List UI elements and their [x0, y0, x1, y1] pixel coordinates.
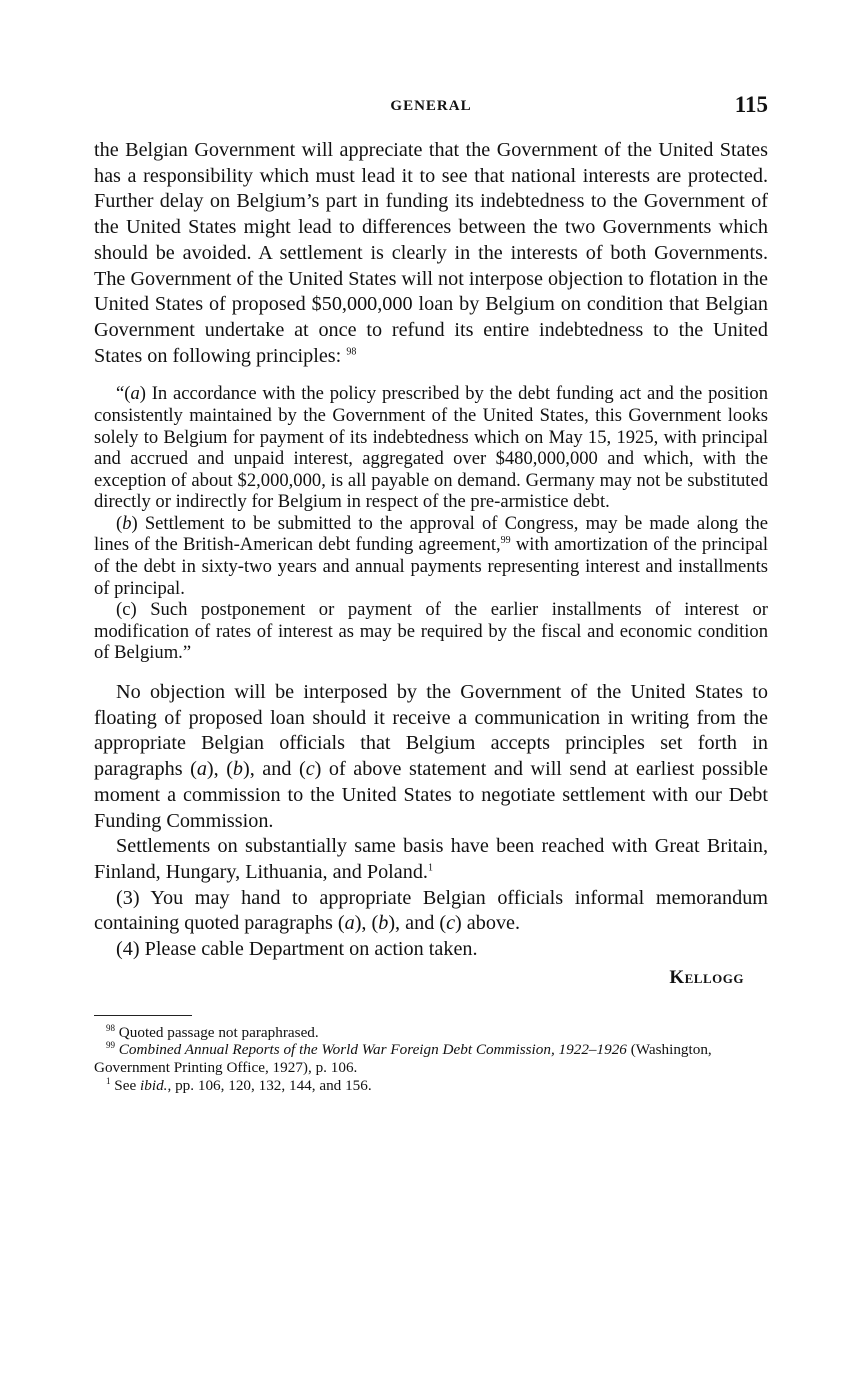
footnote-mark: 98 — [106, 1022, 115, 1033]
paragraph-settlements: Settlements on substantially same basis have been reached with Great Britain, Finland, Hungary, Lithuania, and Poland.$^1$ — [94, 835, 768, 883]
paragraph-text: the Belgian Government will appreciate that the Government of the United States has a responsibility which must lead it to see that national interests are protected. Further delay on Belgium’s part in funding its indebtedness to the Government of the United States might lead to differences between the two Governments which should be avoided. A settlement is clearly in the interests of both Governments. The Government of the United States will not interpose objection to flotation in the United States of proposed $50,000,000 loan by Belgium on condition that Belgian Government undertake at once to refund its entire indebtedness to the United States on following principles: — [94, 139, 768, 367]
footnote-ref-98: 98 — [346, 345, 357, 357]
paragraph-no-objection: No objection will be interposed by the Government of the United States to floating of proposed loan should it receive a communication in writing from the appropriate Belgian officials that Belgium accepts principles set forth in paragraphs (a), (b), and (c) of above statement and will send at earliest possible moment a commission to the United States to negotiate settlement with our Debt Funding Commission. — [94, 681, 769, 832]
quote-paragraph-c: (c) Such postponement or payment of the earlier installments of interest or modification of rates of interest as may be required by the fiscal and economic condition of Belgium.” — [94, 599, 768, 664]
paragraph-memorandum: (3) You may hand to appropriate Belgian officials informal memorandum containing quoted paragraphs (a), (b), and (c) above. — [94, 886, 768, 935]
page-number: 115 — [734, 92, 768, 117]
footnote-99: $^{99}$ Combined Annual Reports of the World War Foreign Debt Commission, 1922–1926 (Washington, Government Printing Office, 1927), p. 106. — [94, 1040, 712, 1076]
running-head — [94, 90, 768, 126]
footnote-ref-1: 1 — [427, 862, 433, 874]
quote-paragraph-a: “(a) In accordance with the policy prescribed by the debt funding act and the position consistently maintained by the Government of the United States, this Government looks solely to Belgium for payment of its indebtedness which on May 15, 1925, with principal and accrued and unpaid interest, aggregated over $480,000,000 and which, with the exception of about $2,000,000, is all payable on demand. Germany may not be substituted directly or indirectly for Belgium in respect of the pre-armistice debt. — [94, 383, 768, 513]
quoted-statement — [94, 383, 768, 664]
document-page — [94, 90, 768, 1094]
footnote-source-title: Combined Annual Reports of the World War Foreign Debt Commission, 1922–1926 — [118, 1041, 627, 1059]
signature: Kellogg — [669, 966, 744, 988]
footnote-mark: 99 — [106, 1040, 115, 1051]
paragraph-cable: (4) Please cable Department on action taken. — [116, 938, 478, 961]
footnote-98: $^{98}$ Quoted passage not paraphrased. — [106, 1022, 319, 1041]
footnote-1: $^1$ See ibid., pp. 106, 120, 132, 144, and 156. — [106, 1075, 372, 1094]
footnote-ref-99: 99 — [500, 535, 511, 547]
running-title: GENERAL — [390, 98, 472, 114]
footnote-mark: 1 — [106, 1075, 111, 1086]
paragraph-continuation — [94, 138, 768, 369]
footnote-divider — [94, 1015, 192, 1016]
quote-paragraph-b: (b) Settlement to be submitted to the approval of Congress, may be made along the lines of the British-American debt funding agreement,$^{99}$ with amortization of the principal of the debt in sixty-two years and annual payments representing interest and installments of principal. — [94, 512, 769, 599]
